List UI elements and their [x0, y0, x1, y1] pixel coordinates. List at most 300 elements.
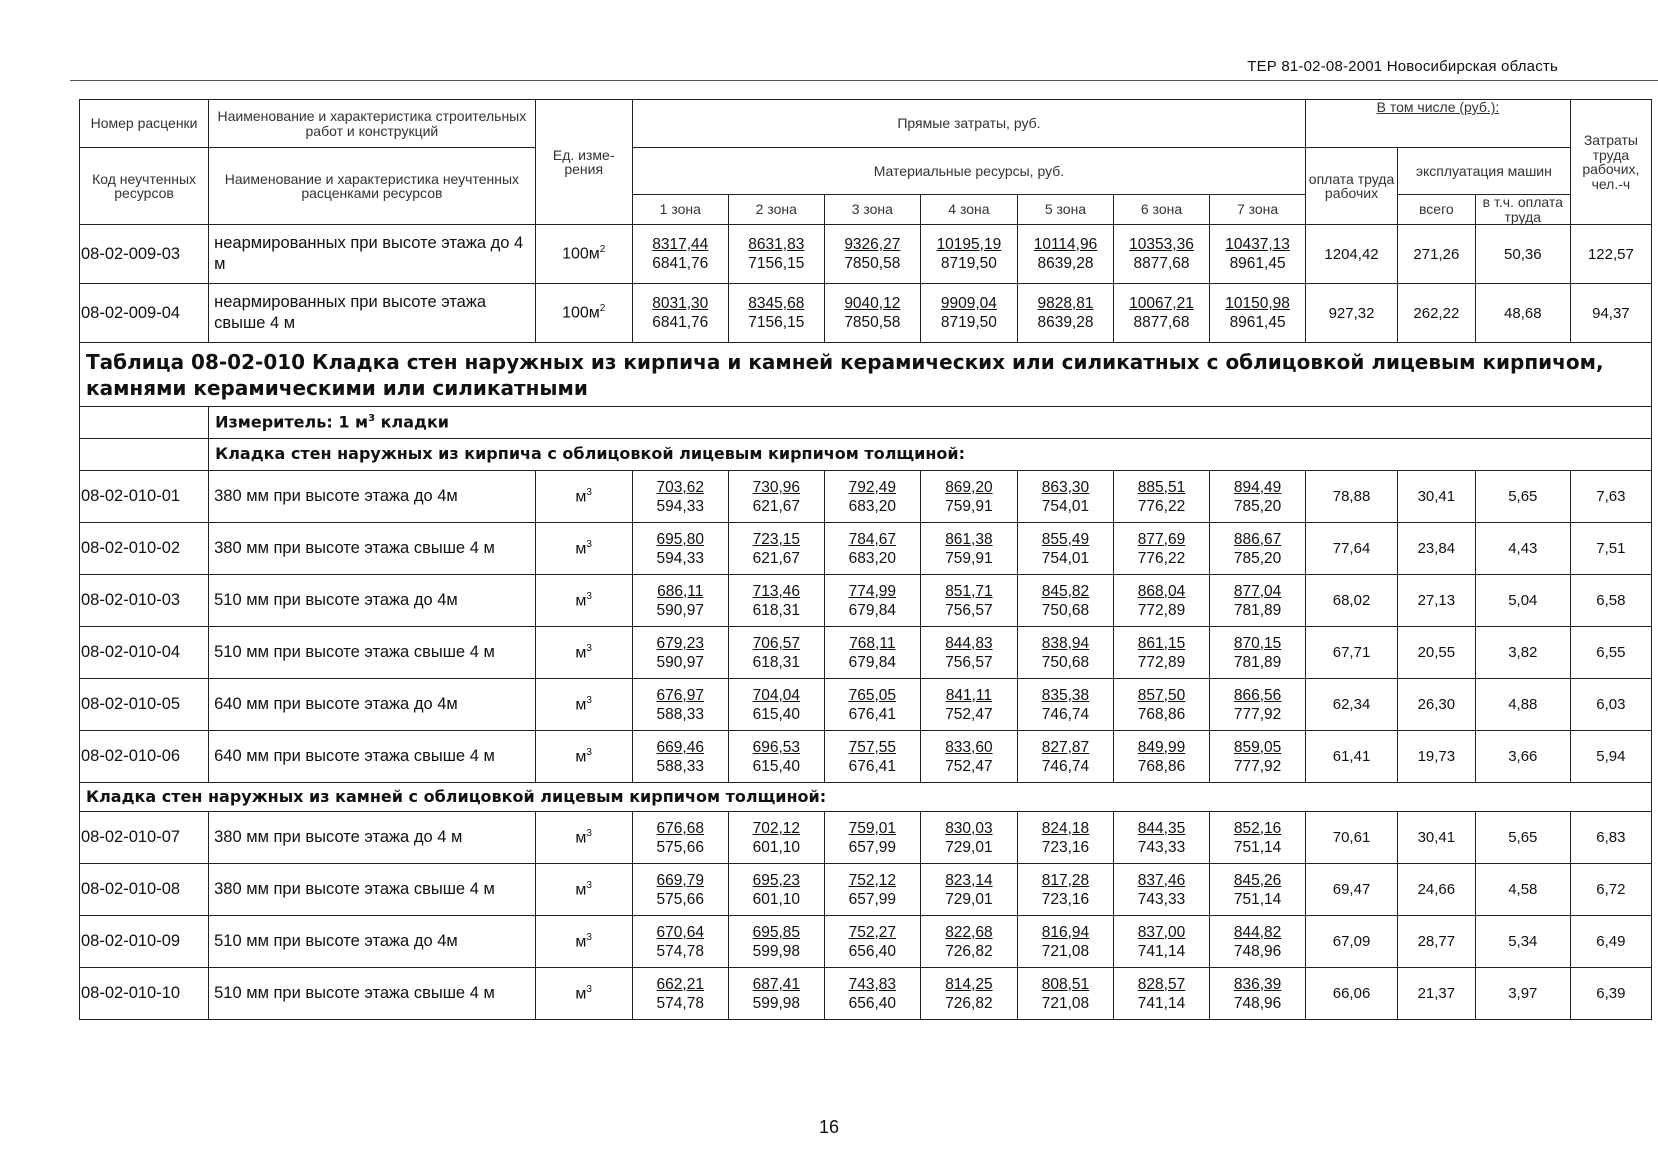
zone-cost [920, 968, 1017, 1020]
material-cost: 721,08 [1041, 994, 1090, 1012]
section-row [80, 439, 1652, 471]
table-row [80, 731, 1652, 783]
section-heading: Кладка стен наружных из камней с облицовкой лицевым кирпичом толщиной: [80, 783, 1652, 812]
value-vtch: 5,65 [1475, 812, 1570, 864]
material-cost: 785,20 [1233, 497, 1282, 515]
direct-cost: 669,46 [656, 738, 704, 756]
material-cost: 599,98 [752, 942, 800, 960]
zone-cost [824, 864, 920, 916]
material-cost: 8961,45 [1229, 314, 1286, 332]
direct-cost: 9909,04 [940, 295, 997, 312]
material-cost: 6841,76 [652, 314, 709, 332]
material-cost: 575,66 [656, 890, 704, 908]
zone-cost [632, 471, 728, 523]
direct-cost: 837,00 [1137, 923, 1186, 941]
direct-cost: 844,83 [945, 634, 993, 652]
zone-cost [920, 731, 1017, 783]
zone-cost [920, 284, 1017, 343]
value-trud: 122,57 [1570, 225, 1651, 284]
direct-cost: 768,11 [849, 634, 896, 652]
measure-exponent: 3 [368, 413, 376, 425]
direct-cost: 816,94 [1041, 923, 1090, 941]
table-row [80, 284, 1652, 343]
zone-cost [1017, 523, 1113, 575]
value-vtch: 48,68 [1475, 284, 1570, 343]
value-trud: 94,37 [1570, 284, 1651, 343]
table-title: Таблица 08-02-010 Кладка стен наружных из кирпича и камней керамических или силикатных с облицовкой лицевым кирпичом, камнями керамическими или силикатными [80, 343, 1652, 407]
zone-cost [1017, 679, 1113, 731]
direct-cost: 814,25 [945, 975, 993, 993]
rate-code: 08-02-010-04 [80, 627, 209, 679]
material-cost: 768,86 [1137, 705, 1186, 723]
unit-text: м [575, 881, 587, 899]
zone-cost [728, 523, 824, 575]
direct-cost: 863,30 [1041, 478, 1090, 496]
unit [535, 864, 632, 916]
col-header-including: В том числе (руб.): [1306, 100, 1571, 148]
material-cost: 781,89 [1233, 601, 1282, 619]
zone-header: 3 зона [824, 195, 920, 225]
table-row [80, 627, 1652, 679]
zone-cost [1113, 916, 1209, 968]
direct-cost: 10067,21 [1129, 295, 1194, 312]
rate-code: 08-02-010-03 [80, 575, 209, 627]
zone-cost [632, 679, 728, 731]
unit [535, 968, 632, 1020]
material-cost: 752,47 [945, 757, 993, 775]
col-header-kod: Код неучтенных ресурсов [80, 148, 209, 225]
direct-cost: 877,69 [1137, 530, 1186, 548]
material-cost: 754,01 [1041, 549, 1090, 567]
direct-cost: 817,28 [1041, 871, 1090, 889]
value-oplata: 62,34 [1306, 679, 1398, 731]
material-cost: 768,86 [1137, 757, 1186, 775]
zone-cost [1017, 864, 1113, 916]
value-vsego: 24,66 [1397, 864, 1475, 916]
measure-suffix: кладки [375, 412, 450, 432]
material-cost: 8877,68 [1133, 314, 1190, 332]
col-header-machine-wages: в т.ч. оплата труда [1475, 195, 1570, 225]
material-cost: 741,14 [1137, 942, 1186, 960]
unit [535, 471, 632, 523]
value-vsego: 20,55 [1397, 627, 1475, 679]
rate-code: 08-02-010-08 [80, 864, 209, 916]
value-trud: 6,03 [1570, 679, 1651, 731]
direct-cost: 10437,13 [1225, 236, 1290, 253]
material-cost: 601,10 [752, 838, 800, 856]
zone-cost [1113, 968, 1209, 1020]
value-vsego: 271,26 [1397, 225, 1475, 284]
zone-cost [632, 864, 728, 916]
zone-cost [824, 471, 920, 523]
direct-cost: 686,11 [657, 582, 704, 600]
zone-cost [920, 679, 1017, 731]
zone-cost [1210, 864, 1306, 916]
zone-header: 7 зона [1210, 195, 1306, 225]
material-cost: 772,89 [1137, 653, 1186, 671]
value-oplata: 70,61 [1306, 812, 1398, 864]
unit-exponent: 2 [599, 303, 606, 315]
zone-cost [1017, 731, 1113, 783]
value-trud: 6,55 [1570, 627, 1651, 679]
value-trud: 6,39 [1570, 968, 1651, 1020]
direct-cost: 10195,19 [936, 236, 1002, 253]
rate-code: 08-02-009-04 [80, 284, 209, 343]
rates-table [79, 99, 1652, 1020]
value-vtch: 50,36 [1475, 225, 1570, 284]
table-row [80, 523, 1652, 575]
zone-cost [728, 284, 824, 343]
work-name: 640 мм при высоте этажа свыше 4 м [209, 731, 536, 783]
measure-unit [209, 407, 1652, 439]
direct-cost: 752,12 [848, 871, 897, 889]
unit-text: м [575, 985, 587, 1003]
direct-cost: 713,46 [752, 582, 800, 600]
value-trud: 6,49 [1570, 916, 1651, 968]
zone-cost [632, 731, 728, 783]
unit [535, 731, 632, 783]
work-name: 380 мм при высоте этажа свыше 4 м [209, 864, 536, 916]
rate-code: 08-02-010-07 [80, 812, 209, 864]
zone-cost [1017, 284, 1113, 343]
direct-cost: 757,55 [848, 738, 897, 756]
material-cost: 618,31 [752, 601, 800, 619]
direct-cost: 828,57 [1137, 975, 1186, 993]
col-header-wages: оплата труда рабочих [1306, 148, 1398, 225]
unit [535, 523, 632, 575]
direct-cost: 870,15 [1233, 634, 1282, 652]
direct-cost: 9040,12 [844, 295, 901, 312]
zone-cost [1017, 225, 1113, 284]
rate-code: 08-02-009-03 [80, 225, 209, 284]
direct-cost: 8317,44 [652, 236, 709, 253]
material-cost: 776,22 [1137, 497, 1186, 515]
direct-cost: 830,03 [945, 819, 993, 837]
rate-code: 08-02-010-06 [80, 731, 209, 783]
section-row [80, 783, 1652, 812]
zone-cost [1210, 968, 1306, 1020]
work-name: 380 мм при высоте этажа до 4 м [209, 812, 536, 864]
zone-cost [728, 731, 824, 783]
value-vsego: 26,30 [1397, 679, 1475, 731]
value-vtch: 4,43 [1475, 523, 1570, 575]
unit [535, 812, 632, 864]
zone-cost [1113, 731, 1209, 783]
direct-cost: 703,62 [656, 478, 704, 496]
col-header-machines: эксплуатация машин [1397, 148, 1570, 195]
direct-cost: 845,82 [1041, 582, 1090, 600]
material-cost: 754,01 [1041, 497, 1090, 515]
col-header-naim: Наименование и характеристика строительных работ и конструкций [209, 100, 536, 148]
material-cost: 756,57 [945, 653, 993, 671]
material-cost: 621,67 [752, 549, 800, 567]
value-oplata: 67,71 [1306, 627, 1398, 679]
direct-cost: 869,20 [945, 478, 993, 496]
direct-cost: 822,68 [945, 923, 993, 941]
material-cost: 729,01 [945, 890, 993, 908]
value-trud: 5,94 [1570, 731, 1651, 783]
zone-cost [1210, 471, 1306, 523]
direct-cost: 670,64 [656, 923, 704, 941]
material-cost: 621,67 [752, 497, 800, 515]
value-trud: 7,63 [1570, 471, 1651, 523]
material-cost: 656,40 [848, 942, 897, 960]
direct-cost: 844,35 [1137, 819, 1186, 837]
material-cost: 7850,58 [844, 314, 901, 332]
rate-code: 08-02-010-05 [80, 679, 209, 731]
value-vtch: 3,97 [1475, 968, 1570, 1020]
direct-cost: 743,83 [848, 975, 897, 993]
section-heading: Кладка стен наружных из кирпича с облицовкой лицевым кирпичом толщиной: [209, 439, 1652, 471]
direct-cost: 837,46 [1137, 871, 1186, 889]
material-cost: 657,99 [848, 890, 897, 908]
work-name: 510 мм при высоте этажа свыше 4 м [209, 627, 536, 679]
material-cost: 723,16 [1041, 838, 1090, 856]
unit-text: м [575, 488, 587, 506]
value-oplata: 67,09 [1306, 916, 1398, 968]
zone-cost [728, 679, 824, 731]
rate-code: 08-02-010-09 [80, 916, 209, 968]
col-header-total: всего [1397, 195, 1475, 225]
value-trud: 6,72 [1570, 864, 1651, 916]
document-header: ТЕР 81-02-08-2001 Новосибирская область [1247, 58, 1558, 75]
direct-cost: 8631,83 [748, 236, 805, 253]
unit-exponent: 3 [586, 538, 592, 550]
material-cost: 752,47 [945, 705, 993, 723]
unit-text: м [575, 644, 587, 662]
zone-cost [1113, 225, 1209, 284]
zone-cost [824, 968, 920, 1020]
direct-cost: 868,04 [1137, 582, 1186, 600]
material-cost: 599,98 [752, 994, 800, 1012]
unit-text: м [575, 696, 587, 714]
unit-exponent: 3 [586, 486, 592, 498]
zone-cost [728, 812, 824, 864]
zone-cost [824, 627, 920, 679]
work-name: 510 мм при высоте этажа до 4м [209, 916, 536, 968]
table-row [80, 471, 1652, 523]
zone-cost [632, 225, 728, 284]
zone-cost [728, 225, 824, 284]
zone-cost [1113, 284, 1209, 343]
work-name: 640 мм при высоте этажа до 4м [209, 679, 536, 731]
direct-cost: 857,50 [1137, 686, 1186, 704]
direct-cost: 845,26 [1233, 871, 1282, 889]
direct-cost: 8031,30 [652, 295, 709, 312]
value-vsego: 21,37 [1397, 968, 1475, 1020]
material-cost: 726,82 [945, 994, 993, 1012]
direct-cost: 9828,81 [1037, 295, 1094, 312]
material-cost: 777,92 [1233, 757, 1282, 775]
material-cost: 746,74 [1041, 705, 1090, 723]
direct-cost: 861,38 [945, 530, 993, 548]
zone-header: 4 зона [920, 195, 1017, 225]
zone-cost [824, 575, 920, 627]
zone-header: 5 зона [1017, 195, 1113, 225]
zone-cost [728, 968, 824, 1020]
direct-cost: 695,23 [752, 871, 800, 889]
material-cost: 574,78 [656, 942, 704, 960]
material-cost: 748,96 [1233, 942, 1282, 960]
direct-cost: 859,05 [1233, 738, 1282, 756]
value-trud: 6,58 [1570, 575, 1651, 627]
value-vtch: 5,34 [1475, 916, 1570, 968]
direct-cost: 877,04 [1233, 582, 1282, 600]
material-cost: 7156,15 [748, 314, 805, 332]
zone-cost [824, 916, 920, 968]
material-cost: 756,57 [945, 601, 993, 619]
unit [535, 284, 632, 343]
unit-text: м [575, 748, 587, 766]
direct-cost: 833,60 [945, 738, 993, 756]
material-cost: 785,20 [1233, 549, 1282, 567]
work-name: 380 мм при высоте этажа свыше 4 м [209, 523, 536, 575]
unit-text: 100м [562, 245, 600, 263]
material-cost: 8639,28 [1037, 255, 1094, 273]
direct-cost: 838,94 [1041, 634, 1090, 652]
unit [535, 225, 632, 284]
zone-cost [1210, 627, 1306, 679]
material-cost: 679,84 [848, 601, 897, 619]
material-cost: 759,91 [945, 549, 993, 567]
material-cost: 679,84 [848, 653, 897, 671]
unit-exponent: 3 [586, 642, 592, 654]
material-cost: 7156,15 [748, 255, 805, 273]
direct-cost: 730,96 [752, 478, 800, 496]
zone-cost [1017, 627, 1113, 679]
direct-cost: 706,57 [752, 634, 800, 652]
direct-cost: 885,51 [1137, 478, 1186, 496]
col-header-labor-hours: Затраты труда рабочих, чел.-ч [1570, 100, 1651, 225]
zone-cost [824, 284, 920, 343]
rate-code: 08-02-010-10 [80, 968, 209, 1020]
zone-cost [1210, 679, 1306, 731]
direct-cost: 723,15 [752, 530, 800, 548]
value-vsego: 262,22 [1397, 284, 1475, 343]
unit-text: м [575, 933, 587, 951]
zone-cost [920, 225, 1017, 284]
col-header-direct-costs: Прямые затраты, руб. [632, 100, 1305, 148]
direct-cost: 695,85 [752, 923, 800, 941]
material-cost: 746,74 [1041, 757, 1090, 775]
value-vsego: 19,73 [1397, 731, 1475, 783]
work-name: 380 мм при высоте этажа до 4м [209, 471, 536, 523]
material-cost: 656,40 [848, 994, 897, 1012]
direct-cost: 695,80 [656, 530, 704, 548]
direct-cost: 704,04 [752, 686, 800, 704]
zone-cost [1210, 812, 1306, 864]
direct-cost: 687,41 [752, 975, 800, 993]
unit-exponent: 3 [586, 590, 592, 602]
material-cost: 574,78 [656, 994, 704, 1012]
zone-cost [824, 731, 920, 783]
material-cost: 683,20 [848, 497, 897, 515]
table-row [80, 812, 1652, 864]
empty-cell [80, 439, 209, 471]
rate-code: 08-02-010-02 [80, 523, 209, 575]
zone-cost [1113, 679, 1209, 731]
material-cost: 751,14 [1233, 838, 1282, 856]
zone-cost [632, 812, 728, 864]
direct-cost: 855,49 [1041, 530, 1090, 548]
direct-cost: 844,82 [1233, 923, 1282, 941]
zone-cost [824, 225, 920, 284]
material-cost: 750,68 [1041, 653, 1090, 671]
direct-cost: 851,71 [945, 582, 993, 600]
unit-text: 100м [562, 304, 600, 322]
material-cost: 657,99 [848, 838, 897, 856]
value-trud: 6,83 [1570, 812, 1651, 864]
zone-cost [920, 864, 1017, 916]
material-cost: 723,16 [1041, 890, 1090, 908]
zone-cost [1210, 916, 1306, 968]
unit [535, 916, 632, 968]
value-vsego: 28,77 [1397, 916, 1475, 968]
material-cost: 748,96 [1233, 994, 1282, 1012]
material-cost: 8719,50 [940, 255, 997, 273]
direct-cost: 9326,27 [844, 236, 901, 253]
table-row [80, 225, 1652, 284]
unit-text: м [575, 829, 587, 847]
work-name: 510 мм при высоте этажа свыше 4 м [209, 968, 536, 1020]
material-cost: 729,01 [945, 838, 993, 856]
zone-cost [728, 471, 824, 523]
material-cost: 759,91 [945, 497, 993, 515]
zone-cost [632, 523, 728, 575]
material-cost: 7850,58 [844, 255, 901, 273]
zone-cost [1210, 523, 1306, 575]
material-cost: 741,14 [1137, 994, 1186, 1012]
zone-cost [1113, 864, 1209, 916]
value-oplata: 1204,42 [1306, 225, 1398, 284]
zone-cost [1210, 225, 1306, 284]
zone-cost [728, 575, 824, 627]
zone-cost [1017, 812, 1113, 864]
zone-cost [632, 968, 728, 1020]
direct-cost: 8345,68 [748, 295, 805, 312]
zone-cost [1113, 523, 1209, 575]
page-number: 16 [818, 1117, 840, 1137]
table-row [80, 968, 1652, 1020]
material-cost: 726,82 [945, 942, 993, 960]
zone-cost [920, 575, 1017, 627]
direct-cost: 836,39 [1233, 975, 1282, 993]
zone-cost [824, 679, 920, 731]
material-cost: 751,14 [1233, 890, 1282, 908]
value-vtch: 4,58 [1475, 864, 1570, 916]
empty-cell [80, 407, 209, 439]
value-oplata: 77,64 [1306, 523, 1398, 575]
material-cost: 8719,50 [940, 314, 997, 332]
material-cost: 676,41 [848, 757, 897, 775]
value-vsego: 30,41 [1397, 812, 1475, 864]
value-trud: 7,51 [1570, 523, 1651, 575]
zone-cost [632, 284, 728, 343]
zone-cost [1017, 968, 1113, 1020]
measure-row [80, 407, 1652, 439]
col-header-naim-neuch: Наименование и характеристика неучтенных расценками ресурсов [209, 148, 536, 225]
material-cost: 615,40 [752, 757, 800, 775]
work-name: неармированных при высоте этажа до 4 м [209, 225, 536, 284]
zone-cost [920, 812, 1017, 864]
material-cost: 772,89 [1137, 601, 1186, 619]
direct-cost: 841,11 [945, 686, 993, 704]
direct-cost: 676,97 [656, 686, 704, 704]
material-cost: 6841,76 [652, 255, 709, 273]
direct-cost: 774,99 [848, 582, 897, 600]
zone-cost [1017, 471, 1113, 523]
material-cost: 683,20 [848, 549, 897, 567]
